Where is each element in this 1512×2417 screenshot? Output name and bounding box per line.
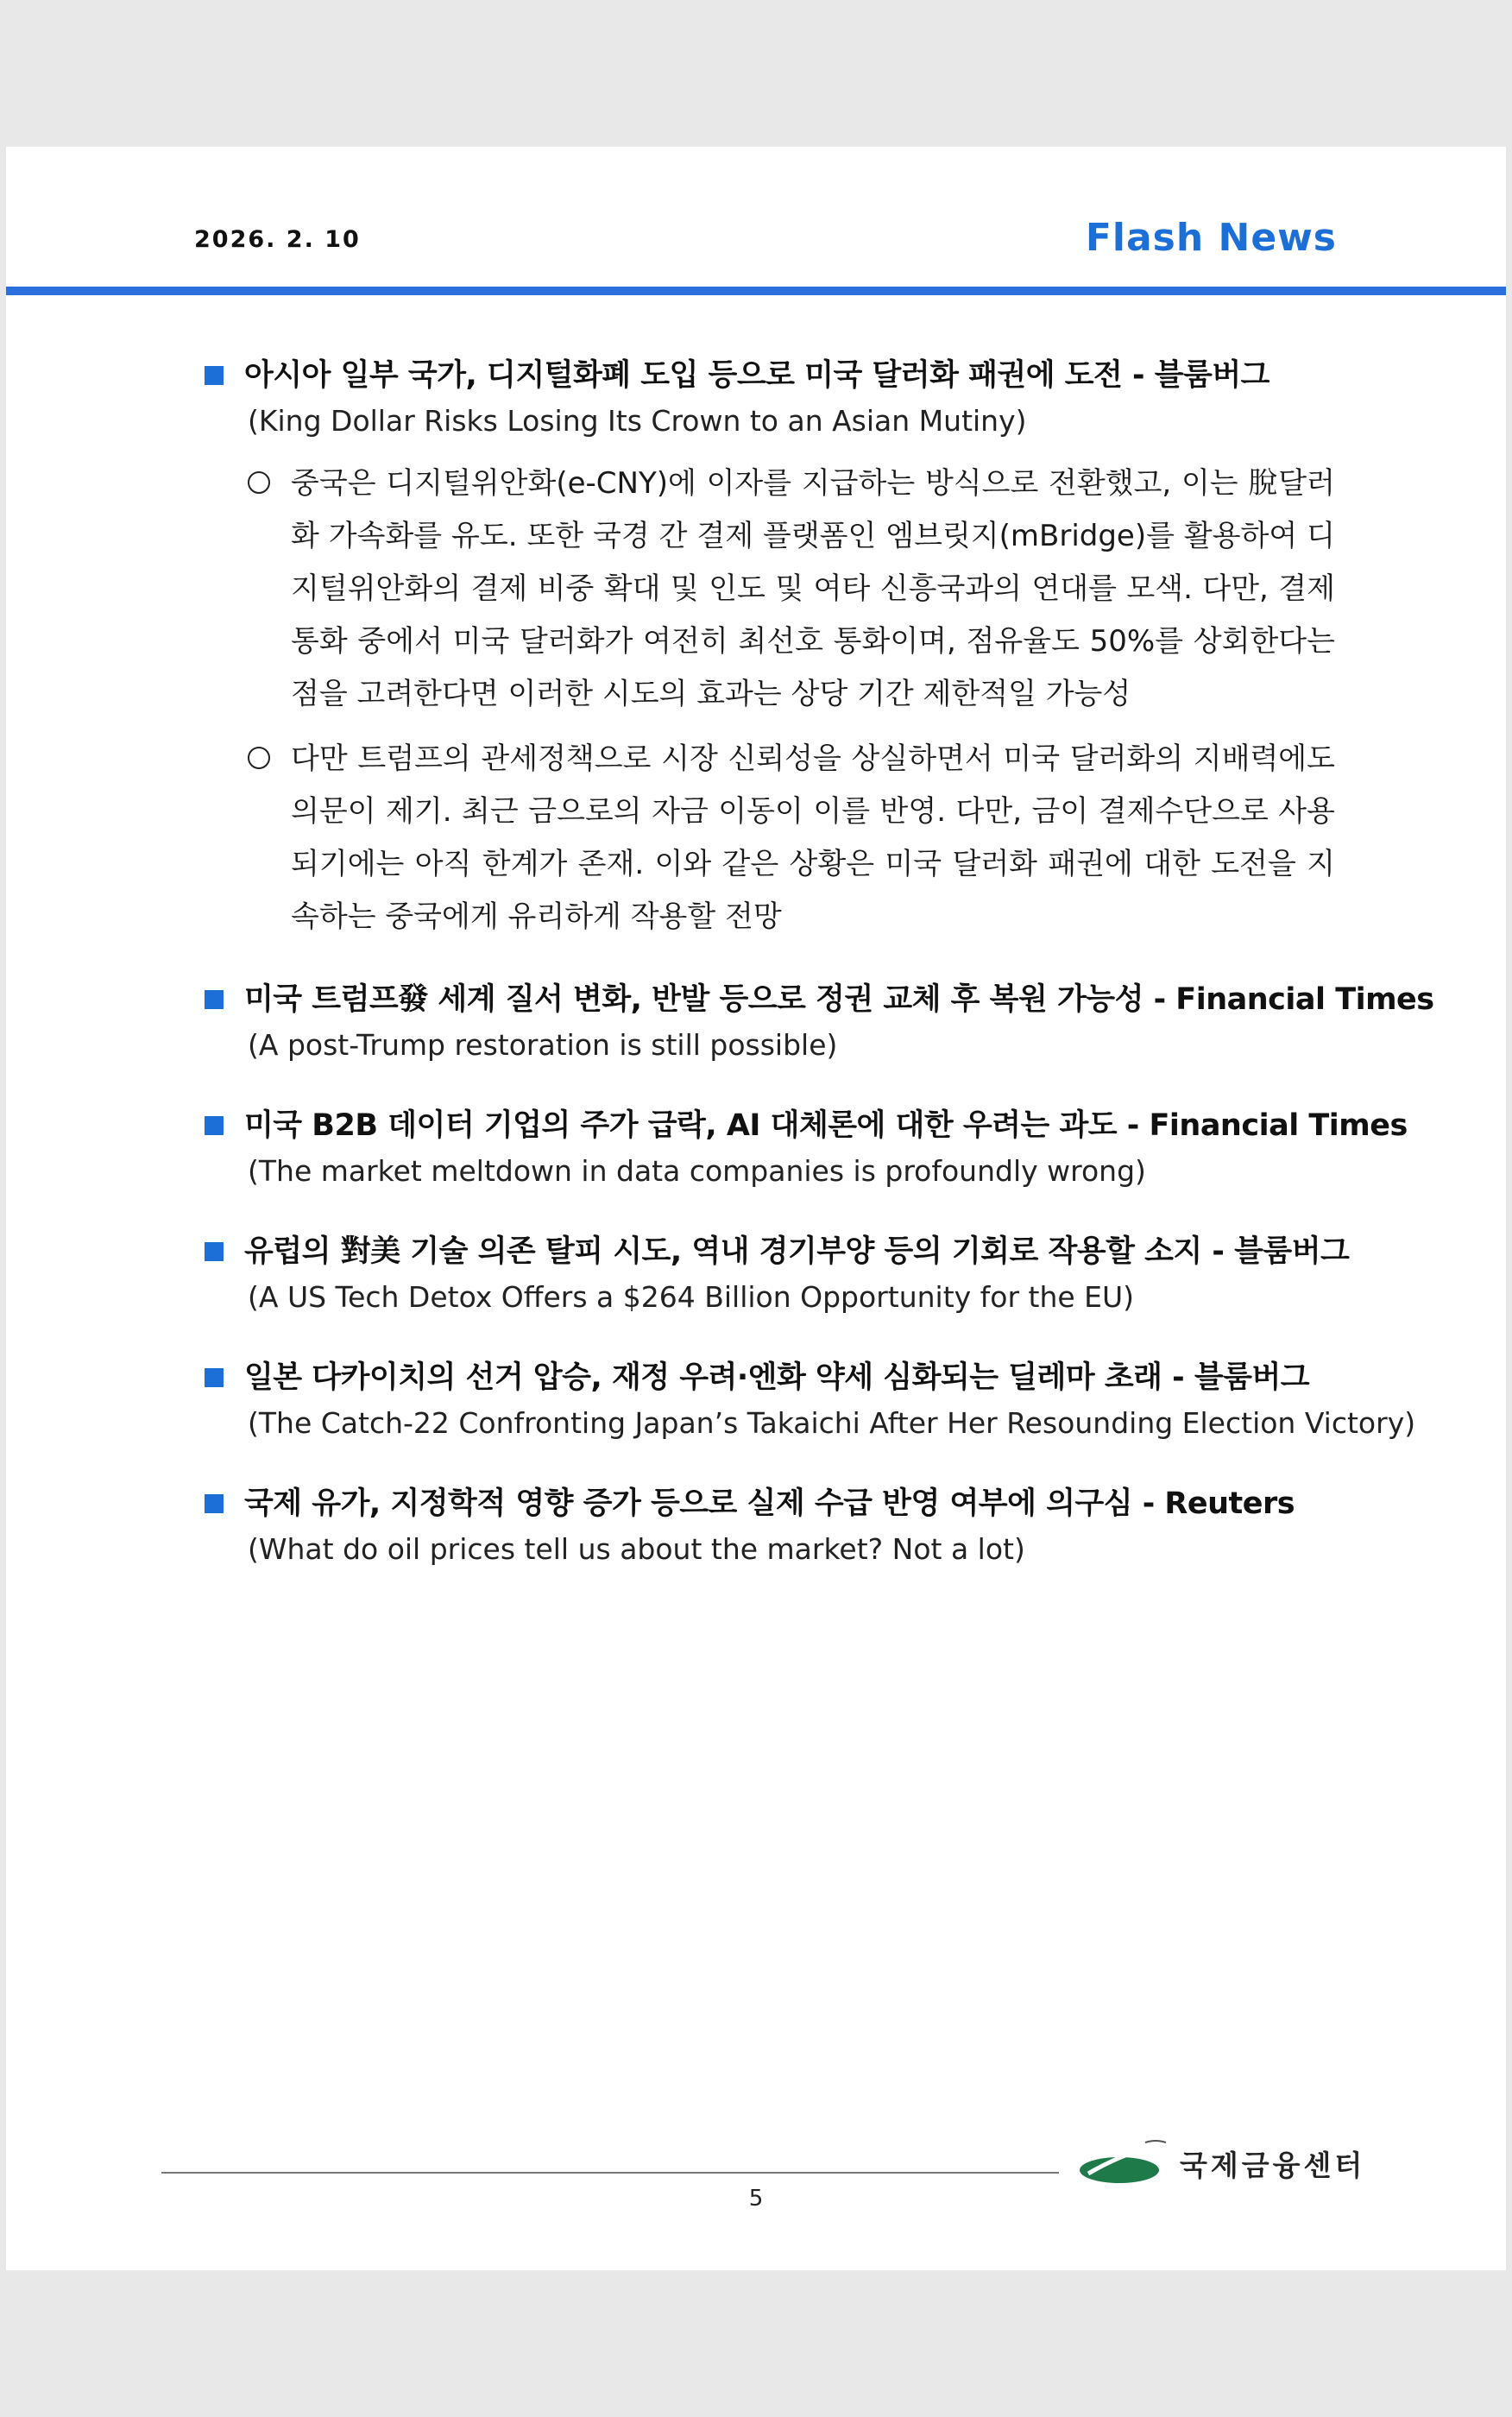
article-headline <box>205 1104 1408 1147</box>
article-item <box>205 1356 1416 1448</box>
article-item <box>205 354 1335 943</box>
circle-bullet-icon <box>248 471 270 494</box>
square-bullet-icon <box>205 1368 224 1387</box>
article-point <box>205 458 1335 721</box>
logo-text: 국제금융센터 <box>1180 2148 1366 2182</box>
page-number: 5 <box>748 2186 764 2212</box>
report-title: Flash News <box>1085 216 1337 260</box>
article-headline <box>205 1356 1335 1399</box>
headline-text: 국제 유가, 지정학적 영향 증가 등으로 실제 수급 반영 여부에 의구심 - Reuters <box>244 1486 1295 1521</box>
footer-divider <box>161 2172 1059 2174</box>
document-page <box>6 147 1506 2270</box>
article-headline <box>205 354 1335 397</box>
headline-text: 일본 다카이치의 선거 압승, 재정 우려·엔화 약세 심화되는 딜레마 초래 - 블룸버그 <box>244 1360 1310 1395</box>
headline-text: 아시아 일부 국가, 디지털화폐 도입 등으로 미국 달러화 패권에 도전 - 블룸버그 <box>244 358 1269 393</box>
article-english-title: (The Catch-22 Confronting Japan’s Takaichi After Her Resounding Election Victory) <box>248 1406 1416 1440</box>
report-date: 2026. 2. 10 <box>194 226 361 253</box>
point-text: 다만 트럼프의 관세정책으로 시장 신뢰성을 상실하면서 미국 달러화의 지배력에도 의문이 제기. 최근 금으로의 자금 이동이 이를 반영. 다만, 금이 결제수단으로 사용되기에는 아직 한계가 존재. 이와 같은 상황은 미국 달러화 패권에 대한 도전을 지속하는 중국에게 유리하게 작용할 전망 <box>291 742 1335 934</box>
article-headline <box>205 1482 1335 1525</box>
headline-text: 유럽의 對美 기술 의존 탈피 시도, 역내 경기부양 등의 기회로 작용할 소지 - 블룸버그 <box>244 1234 1350 1269</box>
article-list <box>205 354 1434 1608</box>
leaf-logo-icon <box>1076 2137 1171 2189</box>
article-headline <box>205 978 1434 1021</box>
point-text: 중국은 디지털위안화(e-CNY)에 이자를 지급하는 방식으로 전환했고, 이는 脫달러화 가속화를 유도. 또한 국경 간 결제 플랫폼인 엠브릿지(mBridge)를 활용하여 디지털위안화의 결제 비중 확대 및 인도 및 여타 신흥국과의 연대를 모색. 다만, 결제 통화 중에서 미국 달러화가 여전히 최선호 통화이며, 점유율도 50%를 상회한다는 점을 고려한다면 이러한 시도의 효과는 상당 기간 제한적일 가능성 <box>291 466 1335 711</box>
circle-bullet-icon <box>248 747 270 769</box>
square-bullet-icon <box>205 1494 224 1513</box>
headline-text: 미국 트럼프發 세계 질서 변화, 반발 등으로 정권 교체 후 복원 가능성 - Financial Times <box>244 982 1434 1017</box>
article-item <box>205 1482 1335 1574</box>
article-english-title: (King Dollar Risks Losing Its Crown to an Asian Mutiny) <box>248 404 1027 438</box>
headline-text: 미국 B2B 데이터 기업의 주가 급락, AI 대체론에 대한 우려는 과도 - Financial Times <box>244 1108 1408 1143</box>
article-english-title: (A post-Trump restoration is still possible) <box>248 1028 838 1062</box>
header-divider <box>6 287 1506 295</box>
article-english-title: (The market meltdown in data companies is profoundly wrong) <box>248 1154 1146 1188</box>
article-item <box>205 978 1434 1070</box>
square-bullet-icon <box>205 366 224 385</box>
article-headline <box>205 1230 1350 1273</box>
article-item <box>205 1104 1408 1196</box>
kcif-logo <box>1076 2137 1365 2189</box>
article-point <box>205 733 1335 943</box>
square-bullet-icon <box>205 990 224 1009</box>
article-item <box>205 1230 1350 1322</box>
square-bullet-icon <box>205 1116 224 1135</box>
article-english-title: (What do oil prices tell us about the market? Not a lot) <box>248 1532 1025 1566</box>
article-english-title: (A US Tech Detox Offers a $264 Billion Opportunity for the EU) <box>248 1280 1135 1314</box>
square-bullet-icon <box>205 1242 224 1261</box>
